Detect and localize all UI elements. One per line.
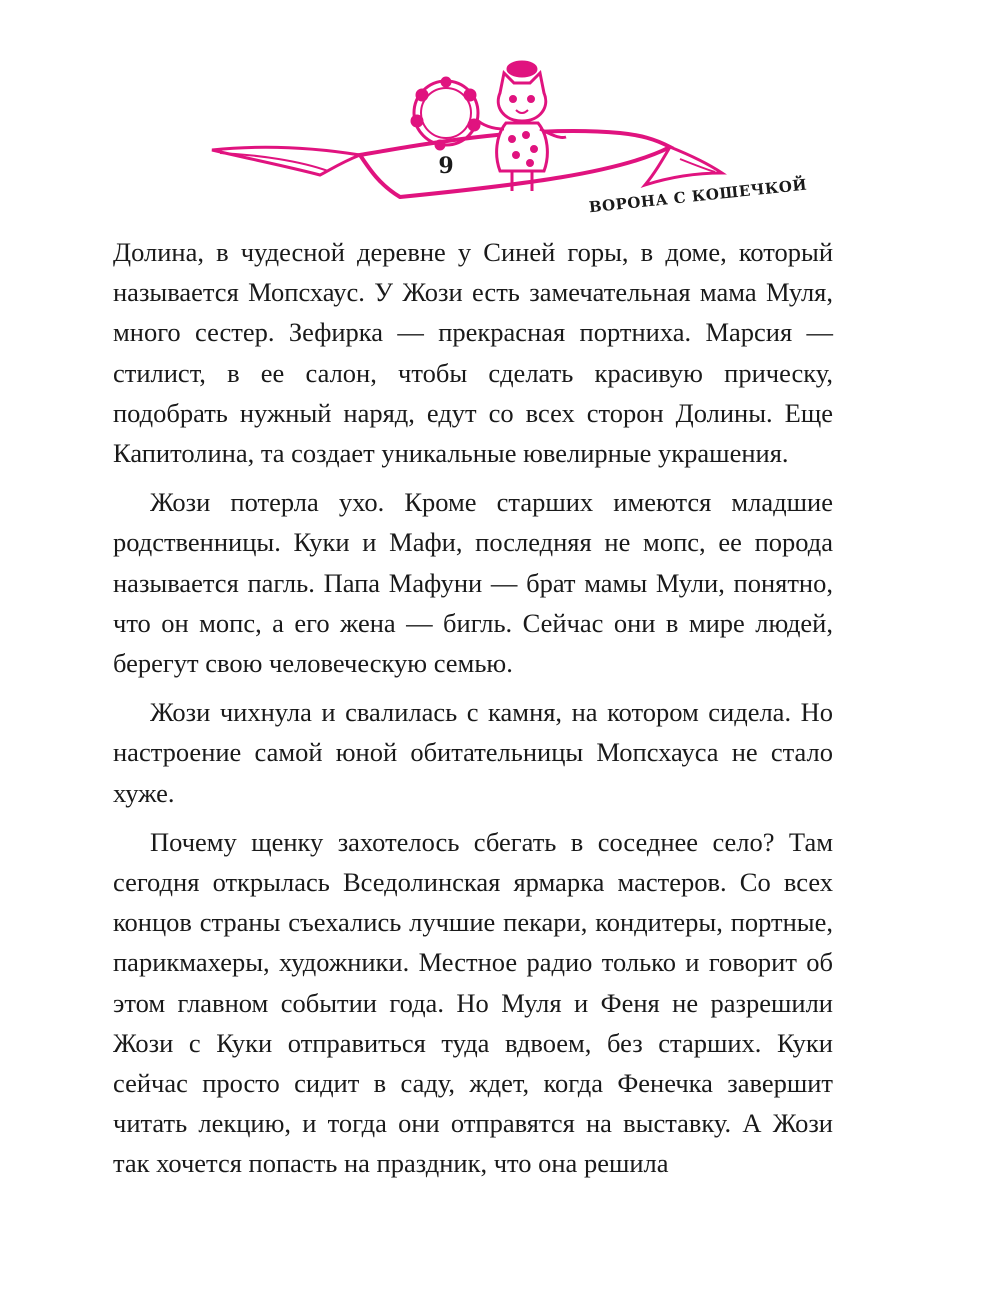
paragraph: Долина, в чудесной деревне у Синей горы, в доме, который называется Мопсхаус. У Жози есть замечательная мама Муля, много сестер. Зефирка — прекрасная портниха. Марсия — стилист, в ее салон, чтобы сделать красивую прическу, подобрать нужный наряд, едут со всех сторон Долины. Еще Капитолина, та создает уникальные ювелирные украшения. bbox=[113, 237, 833, 469]
chapter-number: 9 bbox=[438, 153, 454, 179]
paragraph: Жози потерла ухо. Кроме старших имеются младшие родственницы. Куки и Мафи, последняя не мопс, ее порода называется пагль. Папа Мафуни — брат мамы Мули, понятно, что он мопс, а его жена — бигль. Сейчас они в мире людей, берегут свою человеческую семью. bbox=[113, 487, 833, 679]
paragraph: Почему щенку захотелось сбегать в соседнее село? Там сегодня открылась Вседолинская ярмарка мастеров. Со всех концов страны съехались лучшие пекари, кондитеры, портные, парикмахеры, художники. Местное радио только и говорит об этом главном событии года. Но Муля и Феня не разрешили Жози с Куки отправиться туда вдвоем, без старших. Куки сейчас просто сидит в саду, ждет, когда Фенечка завершит читать лекцию, и тогда они отправятся на выставку. А Жози так хочется попасть на праздник, что она решила bbox=[113, 826, 833, 1179]
chapter-title: ВОРОНА С КОШЕЧКОЙ bbox=[588, 175, 808, 217]
paragraph: Жози чихнула и свалилась с камня, на котором сидела. Но настроение самой юной обитательницы Мопсхауса не стало хуже. bbox=[113, 697, 833, 808]
body-text bbox=[113, 232, 833, 1184]
chapter-header bbox=[200, 55, 808, 217]
